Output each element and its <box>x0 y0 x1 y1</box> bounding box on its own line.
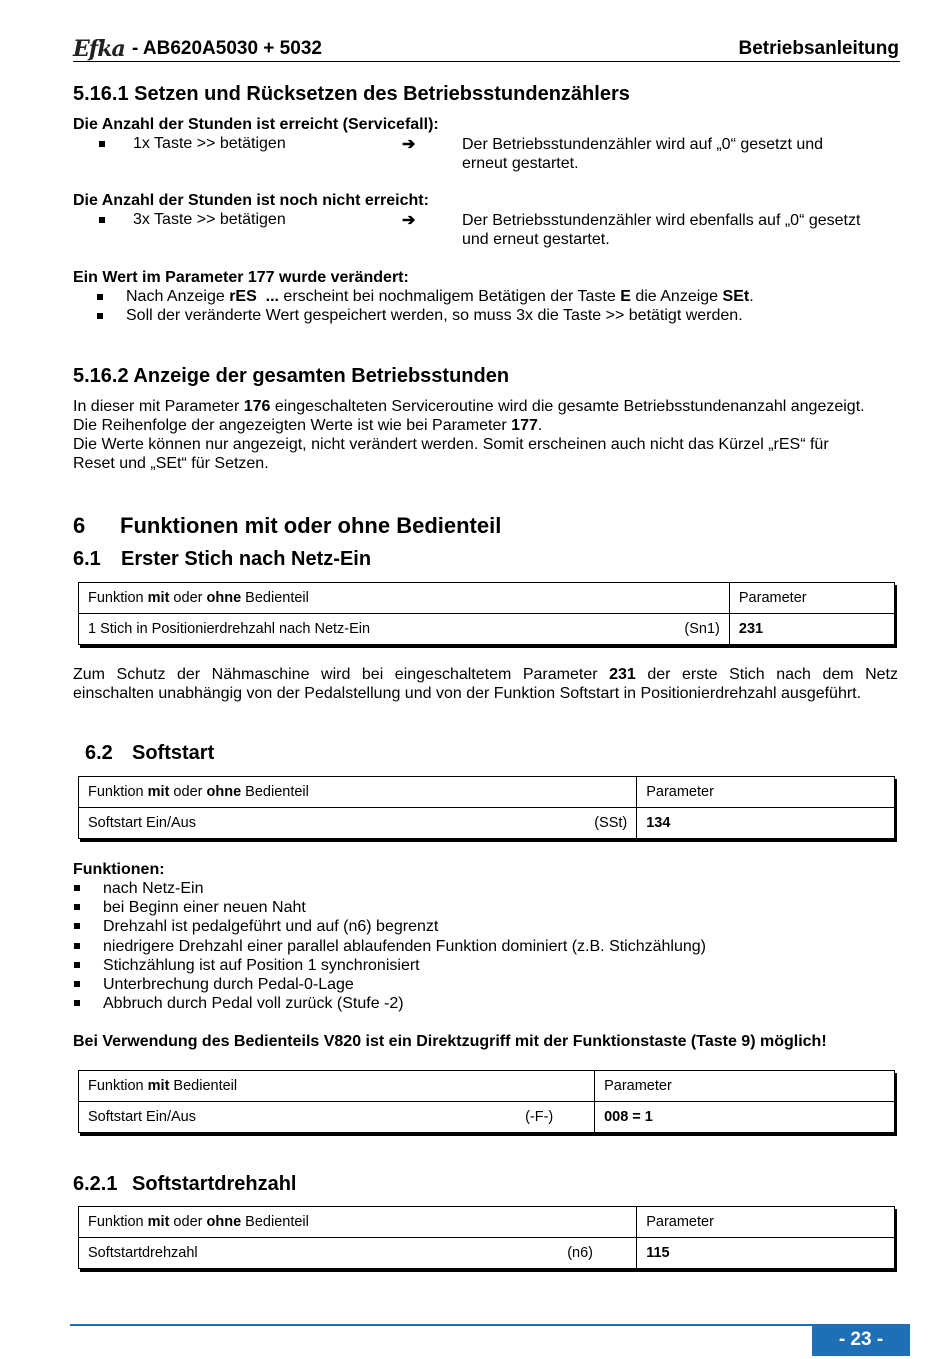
list-item: nach Netz-Ein <box>73 879 706 898</box>
section-number-6-1: 6.1 <box>73 548 101 570</box>
table-header-parameter: Parameter <box>637 777 895 808</box>
table-cell-parameter: 134 <box>637 808 895 839</box>
bullet-icon <box>74 1000 80 1006</box>
chapter-number: 6 <box>73 513 86 538</box>
paragraph-line: Zum Schutz der Nähmaschine wird bei eingeschaltetem Parameter 231 der erste Stich nach dem Netz <box>73 666 898 683</box>
table-cell-parameter: 231 <box>729 614 894 645</box>
bullet-icon <box>99 217 105 223</box>
case-a-result-line2: erneut gestartet. <box>462 155 579 172</box>
case-b-result-line1: Der Betriebsstundenzähler wird ebenfalls auf „0“ gesetzt <box>462 212 861 229</box>
bullet-icon <box>97 313 103 319</box>
bullet-icon <box>74 923 80 929</box>
paragraph-line: Die Reihenfolge der angezeigten Werte ist wie bei Parameter 177. <box>73 417 543 434</box>
arrow-right-icon: ➔ <box>402 212 416 229</box>
table-cell-code: (Sn1) <box>651 614 730 645</box>
table-cell-function: 1 Stich in Positionierdrehzahl nach Netz-Ein <box>79 614 651 645</box>
parameter-table-sst <box>78 776 895 839</box>
case-a-action: 1x Taste >> betätigen <box>133 135 286 152</box>
case-a-result-line1: Der Betriebsstundenzähler wird auf „0“ gesetzt und <box>462 136 824 153</box>
footer-rule <box>70 1324 812 1326</box>
table-cell-function: Softstart Ein/Aus <box>79 808 559 839</box>
table-header-function: Funktion mit oder ohne Bedienteil <box>79 777 637 808</box>
header-rule <box>73 61 900 62</box>
efka-logo: Efka <box>73 36 125 62</box>
table-cell-parameter: 008 = 1 <box>595 1102 895 1133</box>
table-header-function: Funktion mit oder ohne Bedienteil <box>79 1207 637 1238</box>
list-item: bei Beginn einer neuen Naht <box>73 898 706 917</box>
table-cell-function: Softstartdrehzahl <box>79 1238 559 1269</box>
list-item: Stichzählung ist auf Position 1 synchronisiert <box>73 956 706 975</box>
bullet-icon <box>74 962 80 968</box>
parameter-table-sn1 <box>78 582 895 645</box>
table-cell-function: Softstart Ein/Aus <box>79 1102 517 1133</box>
bullet-icon <box>74 943 80 949</box>
section-number-6-2-1: 6.2.1 <box>73 1173 118 1195</box>
bullet-icon <box>99 141 105 147</box>
list-item: niedrigere Drehzahl einer parallel ablaufenden Funktion dominiert (z.B. Stichzählung) <box>73 937 706 956</box>
direct-access-note: Bei Verwendung des Bedienteils V820 ist ein Direktzugriff mit der Funktionstaste (Taste 9) möglich! <box>73 1033 827 1050</box>
section-heading-5-16-2: 5.16.2 Anzeige der gesamten Betriebsstunden <box>73 365 510 387</box>
table-header-parameter: Parameter <box>595 1071 895 1102</box>
table-cell-code: (SSt) <box>558 808 637 839</box>
list-item: Drehzahl ist pedalgeführt und auf (n6) begrenzt <box>73 917 706 936</box>
case-c-item-1: Nach Anzeige rES ... erscheint bei nochmaligem Betätigen der Taste E die Anzeige SEt. <box>126 288 754 305</box>
paragraph-line: In dieser mit Parameter 176 eingeschalteten Serviceroutine wird die gesamte Betriebsstundenanzahl angezeigt. <box>73 398 865 415</box>
arrow-right-icon: ➔ <box>402 136 416 153</box>
functions-label: Funktionen: <box>73 861 165 878</box>
bullet-icon <box>74 885 80 891</box>
case-b-action: 3x Taste >> betätigen <box>133 211 286 228</box>
paragraph-line: Reset und „SEt“ für Setzen. <box>73 455 269 472</box>
parameter-table-n6 <box>78 1206 895 1269</box>
table-cell-parameter: 115 <box>637 1238 895 1269</box>
table-header-parameter: Parameter <box>729 583 894 614</box>
bullet-icon <box>74 981 80 987</box>
case-c-item-2: Soll der veränderte Wert gespeichert werden, so muss 3x die Taste >> betätigt werden. <box>126 307 743 324</box>
page-number: - 23 - <box>812 1324 910 1356</box>
paragraph-line: einschalten unabhängig von der Pedalstellung und von der Funktion Softstart in Positionierdrehzahl ausgeführt. <box>73 685 862 702</box>
section-title-6-2: Softstart <box>132 742 215 764</box>
section-title-6-1: Erster Stich nach Netz-Ein <box>121 548 372 570</box>
document-title: - AB620A5030 + 5032 <box>132 38 322 59</box>
section-title-6-2-1: Softstartdrehzahl <box>132 1173 297 1195</box>
case-b-result-line2: und erneut gestartet. <box>462 231 610 248</box>
table-cell-code: (-F-) <box>516 1102 595 1133</box>
section-heading-5-16-1: 5.16.1 Setzen und Rücksetzen des Betriebsstundenzählers <box>73 83 630 105</box>
table-header-parameter: Parameter <box>637 1207 895 1238</box>
parameter-table-f <box>78 1070 895 1133</box>
list-item: Unterbrechung durch Pedal-0-Lage <box>73 975 706 994</box>
table-cell-code: (n6) <box>558 1238 637 1269</box>
functions-list <box>73 879 706 1013</box>
document-type: Betriebsanleitung <box>738 38 899 59</box>
section-number-6-2: 6.2 <box>85 742 113 764</box>
table-header-function: Funktion mit oder ohne Bedienteil <box>79 583 730 614</box>
case-c-label: Ein Wert im Parameter 177 wurde verändert: <box>73 269 409 286</box>
paragraph-line: Die Werte können nur angezeigt, nicht verändert werden. Somit erscheinen auch nicht das Kürzel „rES“ für <box>73 436 829 453</box>
chapter-title: Funktionen mit oder ohne Bedienteil <box>120 513 502 538</box>
case-a-label: Die Anzahl der Stunden ist erreicht (Servicefall): <box>73 116 439 133</box>
list-item: Abbruch durch Pedal voll zurück (Stufe -2) <box>73 994 706 1013</box>
bullet-icon <box>74 904 80 910</box>
bullet-icon <box>97 294 103 300</box>
table-header-function: Funktion mit Bedienteil <box>79 1071 595 1102</box>
case-b-label: Die Anzahl der Stunden ist noch nicht erreicht: <box>73 192 429 209</box>
